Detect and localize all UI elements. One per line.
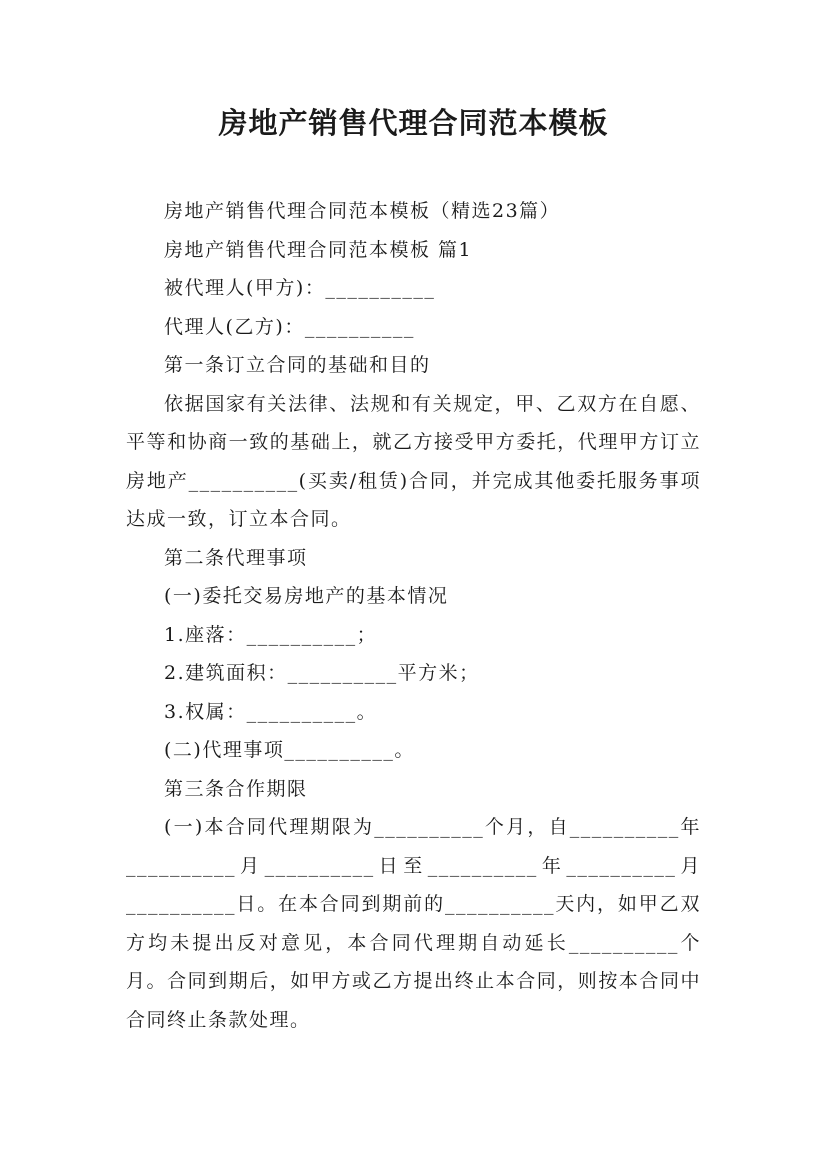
party-a-line: 被代理人(甲方)：__________	[164, 277, 436, 299]
body-paragraph: (一)本合同代理期限为__________个月，自__________年__________月__________日至__________年__________月__________日。在本合同到期前的__________天内，如甲乙双方均未提出反对意见，本合同代理期自动延长__________个月。合同到期后，如甲方或乙方提出终止本合同，则按本合同中合同终止条款处理。	[126, 816, 701, 1031]
list-item: 3.权属：__________。	[164, 700, 378, 723]
list-item: 1.座落：__________；	[164, 623, 378, 646]
article-heading: 第三条合作期限	[164, 777, 308, 800]
party-b-line: 代理人(乙方)：__________	[164, 315, 415, 338]
intro-line: 房地产销售代理合同范本模板（精选23篇）	[164, 200, 561, 222]
body-paragraph: 依据国家有关法律、法规和有关规定，甲、乙双方在自愿、平等和协商一致的基础上，就乙方接受甲方委托，代理甲方订立房地产__________(买卖/租赁)合同，并完成其他委托服务事项达成一致，订立本合同。	[126, 392, 701, 530]
document-title: 房地产销售代理合同范本模板	[218, 106, 609, 140]
document-body	[126, 192, 701, 1039]
article-heading: 第二条代理事项	[164, 546, 308, 569]
section-heading: 房地产销售代理合同范本模板 篇1	[164, 238, 473, 261]
subsection-heading: (一)委托交易房地产的基本情况	[164, 585, 449, 607]
list-item: 2.建筑面积：__________平方米；	[164, 662, 480, 684]
subsection-heading: (二)代理事项__________。	[164, 739, 415, 761]
article-heading: 第一条订立合同的基础和目的	[164, 354, 431, 376]
